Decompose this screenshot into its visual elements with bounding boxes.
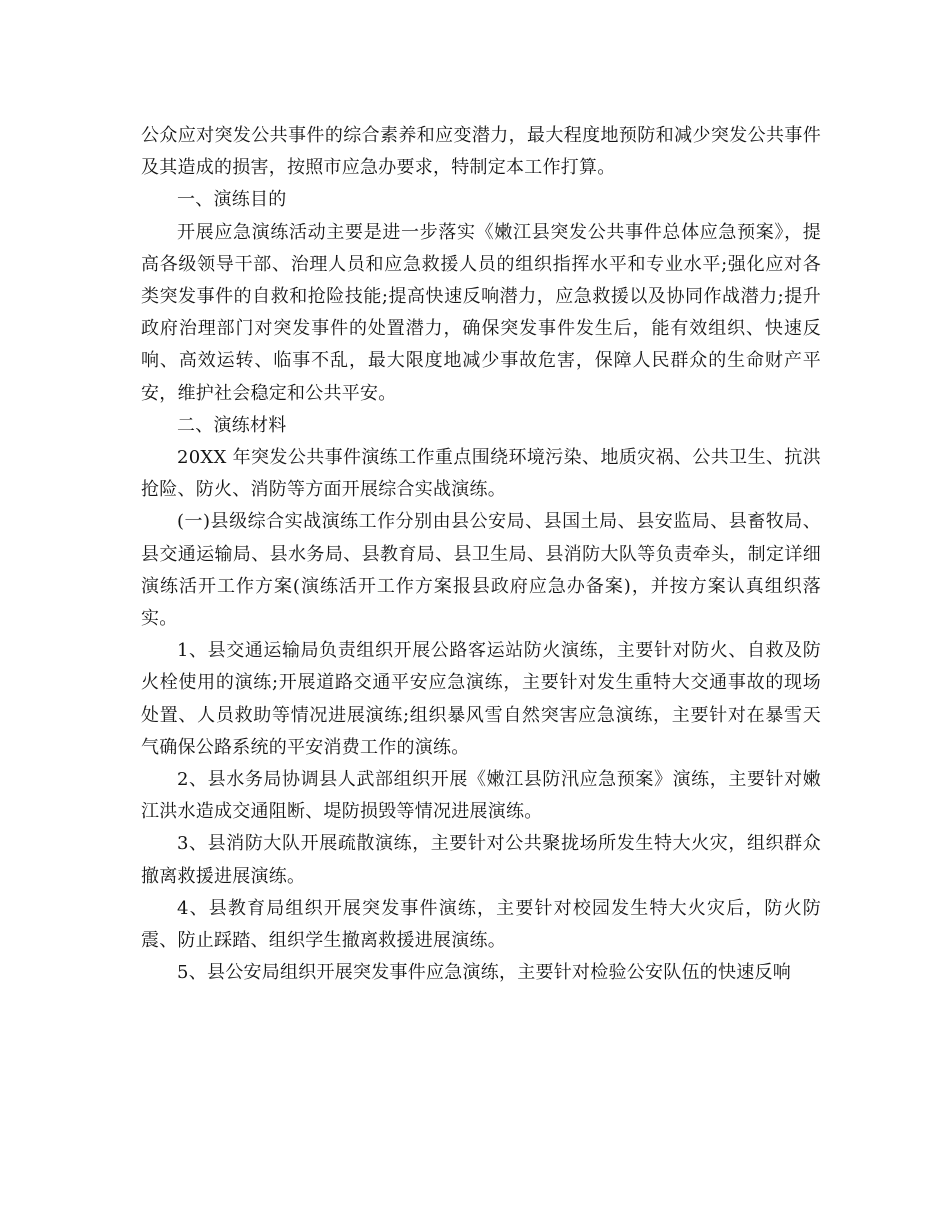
list-item-fire-brigade: 3、县消防大队开展疏散演练，主要针对公共聚拢场所发生特大火灾，组织群众撤离救援进展演练。	[141, 833, 821, 887]
list-item-transport: 1、县交通运输局负责组织开展公路客运站防火演练，主要针对防火、自救及防火栓使用的演练;开展道路交通平安应急演练，主要针对发生重特大交通事故的现场处置、人员救助等情况进展演练;组织暴风雪自然突害应急演练，主要针对在暴雪天气确保公路系统的平安消费工作的演练。	[141, 640, 821, 758]
paragraph-county-drills: (一)县级综合实战演练工作分别由县公安局、县国土局、县安监局、县畜牧局、县交通运输局、县水务局、县教育局、县卫生局、县消防大队等负责牵头，制定详细演练活开工作方案(演练活开工作方案报县政府应急办备案)，并按方案认真组织落实。	[141, 511, 821, 630]
paragraph-materials-overview: 20XX 年突发公共事件演练工作重点围绕环境污染、地质灾祸、公共卫生、抗洪抢险、防火、消防等方面开展综合实战演练。	[141, 447, 821, 501]
paragraph-intro-continuation: 公众应对突发公共事件的综合素养和应变潜力，最大程度地预防和减少突发公共事件及其造成的损害，按照市应急办要求，特制定本工作打算。	[141, 125, 821, 179]
paragraph-purpose: 开展应急演练活动主要是进一步落实《嫩江县突发公共事件总体应急预案》，提高各级领导干部、治理人员和应急救援人员的组织指挥水平和专业水平;强化应对各类突发事件的自救和抢险技能;提高快速反响潜力，应急救援以及协同作战潜力;提升政府治理部门对突发事件的处置潜力，确保突发事件发生后，能有效组织、快速反响、高效运转、临事不乱，最大限度地减少事故危害，保障人民群众的生命财产平安，维护社会稳定和公共平安。	[141, 221, 821, 404]
section-heading-materials: 二、演练材料	[177, 414, 287, 436]
list-item-public-security: 5、县公安局组织开展突发事件应急演练，主要针对检验公安队伍的快速反响	[177, 962, 791, 984]
list-item-education: 4、县教育局组织开展突发事件演练，主要针对校园发生特大火灾后，防火防震、防止踩踏、组织学生撤离救援进展演练。	[141, 897, 821, 952]
list-item-water: 2、县水务局协调县人武部组织开展《嫩江县防汛应急预案》演练，主要针对嫩江洪水造成交通阻断、堤防损毁等情况进展演练。	[141, 769, 821, 823]
section-heading-purpose: 一、演练目的	[177, 189, 287, 211]
document-body	[141, 120, 821, 989]
